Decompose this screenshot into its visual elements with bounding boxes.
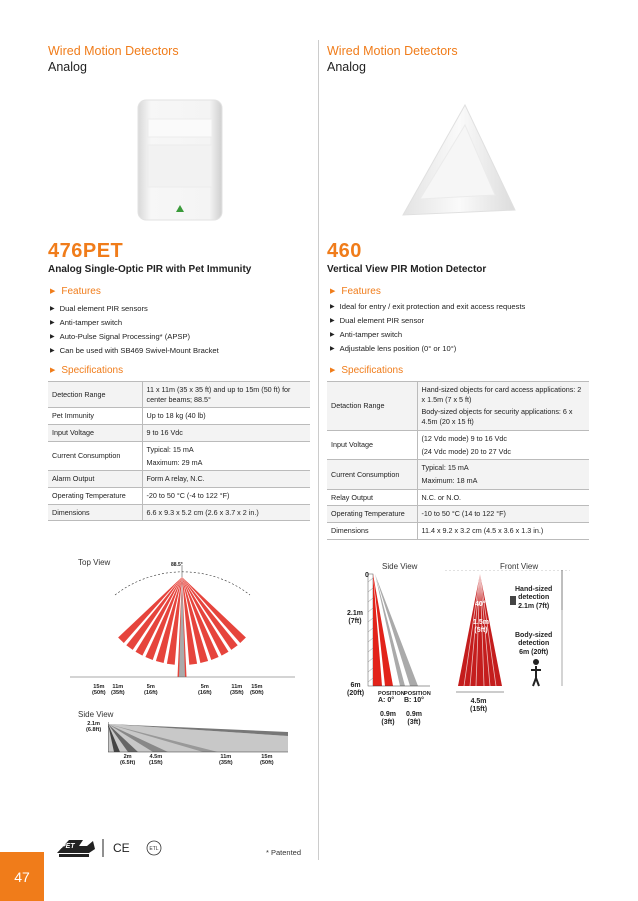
spec-value: 11 x 11m (35 x 35 ft) and up to 15m (50 ft) for center beams; 88.5° — [142, 382, 310, 408]
spec-key: Dimensions — [327, 523, 417, 540]
page-number: 47 — [0, 852, 44, 901]
side-tick-label: 15m (50ft) — [260, 754, 274, 767]
right-side-view-label: Side View — [382, 562, 418, 571]
table-row — [48, 441, 310, 470]
table-row — [327, 506, 589, 523]
left-model-description: Analog Single-Optic PIR with Pet Immunity — [48, 264, 252, 275]
spec-value: -10 to 50 °C (14 to 122 °F) — [417, 506, 589, 523]
left-feature-item: ▶ Auto-Pulse Signal Processing* (APSP) — [50, 332, 190, 341]
tick-label: 11m (35ft) — [230, 684, 244, 697]
column-divider — [318, 40, 319, 860]
spec-value — [417, 430, 589, 459]
table-row — [327, 489, 589, 506]
front-width-4-5m: 4.5m (15ft) — [470, 698, 488, 714]
spec-key: Operating Temperature — [48, 488, 142, 505]
spec-key: Detaction Range — [327, 382, 417, 431]
spec-value: N.C. or N.O. — [417, 489, 589, 506]
left-feature-item: ▶ Anti-tamper switch — [50, 318, 122, 327]
spec-value — [142, 441, 310, 470]
right-subcategory: Analog — [327, 60, 366, 74]
side-tick-label: 4.5m (15ft) — [149, 754, 163, 767]
front-angle: 40° — [475, 601, 486, 608]
spec-value: 11.4 x 9.2 x 3.2 cm (4.5 x 3.6 x 1.3 in.) — [417, 523, 589, 540]
right-feature-item: ▶ Anti-tamper switch — [330, 330, 402, 339]
tick-label: 5m (16ft) — [144, 684, 158, 697]
right-feature-item: ▶ Ideal for entry / exit protection and exit access requests — [330, 302, 525, 311]
right-specs-heading: ▶ Specifications — [330, 365, 403, 376]
right-feature-item: ▶ Dual element PIR sensor — [330, 316, 424, 325]
left-feature-item: ▶ Dual element PIR sensors — [50, 304, 148, 313]
tick-label: 5m (16ft) — [198, 684, 212, 697]
right-feature-item: ▶ Adjustable lens position (0° or 10°) — [330, 344, 456, 353]
spec-key: Detection Range — [48, 382, 142, 408]
left-subcategory: Analog — [48, 60, 87, 74]
spec-key: Alarm Output — [48, 471, 142, 488]
spec-key: Current Consumption — [327, 460, 417, 489]
spec-value — [417, 460, 589, 489]
spec-value-line: Typical: 15 mA — [146, 444, 194, 454]
side-height-label: 2.1m (6.8ft) — [86, 721, 102, 734]
hand-sized-label: Hand-sized detection 2.1m (7ft) — [515, 586, 553, 610]
spec-value-line: Body-sized objects for security applications: 6 x 4.5m (20 x 15 ft) — [421, 407, 573, 427]
tick-label: 15m (50ft) — [92, 684, 106, 697]
side-tick-label: 2m (6.5ft) — [120, 754, 136, 767]
right-specs-table — [327, 381, 589, 540]
height-2-1m: 2.1m (7ft) — [347, 610, 363, 626]
ce-mark: CE — [113, 841, 130, 855]
table-row — [327, 382, 589, 431]
table-row — [48, 471, 310, 488]
spec-key: Input Voltage — [327, 430, 417, 459]
table-row — [327, 460, 589, 489]
front-view-label: Front View — [500, 562, 539, 571]
side-view-diagram — [108, 722, 288, 754]
spec-key: Relay Output — [327, 489, 417, 506]
detection-fan — [118, 577, 246, 677]
front-width-1-5m: 1.5m (5ft) — [473, 619, 489, 635]
height-6m: 6m (20ft) — [347, 682, 365, 698]
left-features-heading: ▶ Features — [50, 286, 101, 297]
body-sized-label: Body-sized detection 6m (20ft) — [515, 632, 553, 656]
left-specs-table — [48, 381, 310, 521]
spec-value-line: Maximum: 18 mA — [421, 476, 478, 486]
spec-key: Input Voltage — [48, 425, 142, 442]
table-row — [48, 408, 310, 425]
spec-value-line: (24 Vdc mode) 20 to 27 Vdc — [421, 446, 511, 456]
top-view-label: Top View — [78, 558, 111, 567]
table-row — [327, 430, 589, 459]
left-feature-item: ▶ Can be used with SB469 Swivel-Mount Bracket — [50, 346, 219, 355]
spec-value-line: (12 Vdc mode) 9 to 16 Vdc — [421, 433, 507, 443]
spec-value — [417, 382, 589, 431]
top-view-ticks — [86, 684, 286, 700]
left-specs-heading: ▶ Specifications — [50, 365, 123, 376]
left-category: Wired Motion Detectors — [48, 44, 179, 58]
tick-label: 11m (35ft) — [111, 684, 125, 697]
right-model-number: 460 — [327, 240, 362, 262]
position-a: POSITION A: 0° — [378, 691, 405, 705]
side-view-label: Side View — [78, 710, 114, 719]
height-zero: 0 — [365, 572, 369, 579]
svg-text:ETL: ETL — [149, 846, 159, 852]
right-model-description: Vertical View PIR Motion Detector — [327, 264, 487, 275]
table-row — [327, 523, 589, 540]
product-image-460 — [395, 95, 520, 220]
spec-value: Form A relay, N.C. — [142, 471, 310, 488]
table-row — [48, 425, 310, 442]
right-features-heading: ▶ Features — [330, 286, 381, 297]
distance-0-9m-a: 0.9m (3ft) — [380, 711, 396, 727]
spec-key: Current Consumption — [48, 441, 142, 470]
distance-0-9m-b: 0.9m (3ft) — [406, 711, 422, 727]
detection-angle: 88.5° — [171, 562, 183, 568]
tick-label: 15m (50ft) — [250, 684, 264, 697]
spec-value-line: Typical: 15 mA — [421, 463, 469, 473]
right-category: Wired Motion Detectors — [327, 44, 458, 58]
spec-value: 9 to 16 Vdc — [142, 425, 310, 442]
table-row — [48, 504, 310, 521]
left-model-number: 476PET — [48, 240, 124, 262]
spec-key: Pet Immunity — [48, 408, 142, 425]
pet-logo-text: PET — [61, 843, 75, 850]
position-b: POSITION B: 10° — [404, 691, 431, 705]
side-tick-label: 11m (35ft) — [219, 754, 233, 767]
table-row — [48, 382, 310, 408]
spec-value: 6.6 x 9.3 x 5.2 cm (2.6 x 3.7 x 2 in.) — [142, 504, 310, 521]
spec-value-line: Maximum: 29 mA — [146, 457, 203, 467]
spec-value: -20 to 50 °C (-4 to 122 °F) — [142, 488, 310, 505]
product-image-476pet — [130, 95, 230, 225]
table-row — [48, 488, 310, 505]
spec-key: Dimensions — [48, 504, 142, 521]
spec-value-line: Hand-sized objects for card access applications: 2 x 1.5m (7 x 5 ft) — [421, 385, 582, 404]
spec-key: Operating Temperature — [327, 506, 417, 523]
top-view-diagram — [70, 565, 295, 685]
patented-note: * Patented — [266, 848, 302, 857]
spec-value: Up to 18 kg (40 lb) — [142, 408, 310, 425]
